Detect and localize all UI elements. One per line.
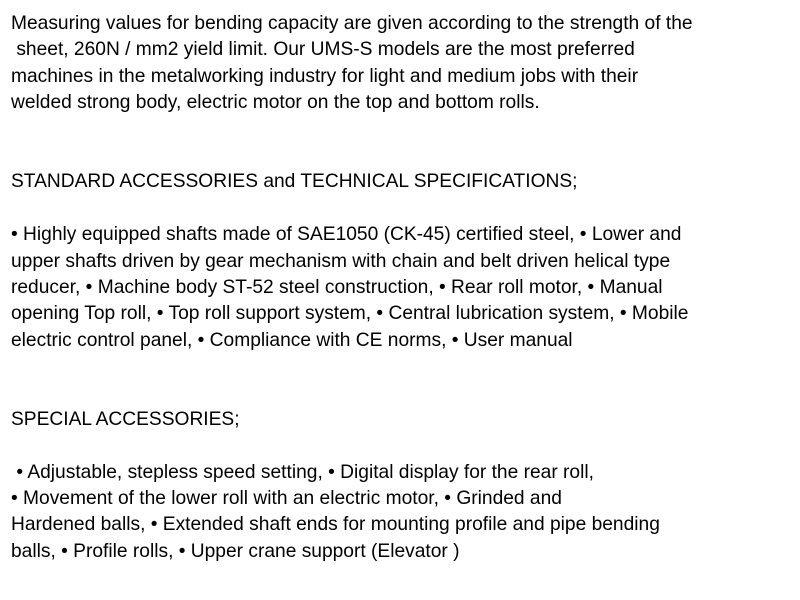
text-line: Measuring values for bending capacity are given according to the strength of the <box>11 13 693 34</box>
standard-heading: STANDARD ACCESSORIES and TECHNICAL SPECIFICATIONS; <box>11 171 578 193</box>
text-line: electric control panel, • Compliance with CE norms, • User manual <box>11 329 573 351</box>
text-line: • Movement of the lower roll with an electric motor, • Grinded and <box>11 488 562 510</box>
text-line: • Adjustable, stepless speed setting, • Digital display for the rear roll, <box>11 461 594 483</box>
text-line: upper shafts driven by gear mechanism with chain and belt driven helical type <box>11 250 671 272</box>
spacer <box>11 354 797 407</box>
spacer <box>11 433 797 459</box>
text-line: reducer, • Machine body ST-52 steel construction, • Rear roll motor, • Manual <box>11 276 663 298</box>
text-line: welded strong body, electric motor on the top and bottom rolls. <box>11 92 540 114</box>
text-line: machines in the metalworking industry for light and medium jobs with their <box>11 65 639 87</box>
text-line: • Highly equipped shafts made of SAE1050 (CK-45) certified steel, • Lower and <box>11 224 682 246</box>
text-line: balls, • Profile rolls, • Upper crane support (Elevator ) <box>11 540 460 562</box>
intro-paragraph <box>11 11 797 117</box>
special-section <box>11 407 797 565</box>
spacer <box>11 117 797 170</box>
text-line: Hardened balls, • Extended shaft ends for mounting profile and pipe bending <box>11 514 660 536</box>
standard-section <box>11 169 797 354</box>
text-line: opening Top roll, • Top roll support system, • Central lubrication system, • Mobile <box>11 303 689 325</box>
document-body <box>11 11 797 565</box>
spacer <box>11 196 797 222</box>
text-line: sheet, 260N / mm2 yield limit. Our UMS-S models are the most preferred <box>11 39 635 61</box>
special-heading: SPECIAL ACCESSORIES; <box>11 408 240 430</box>
